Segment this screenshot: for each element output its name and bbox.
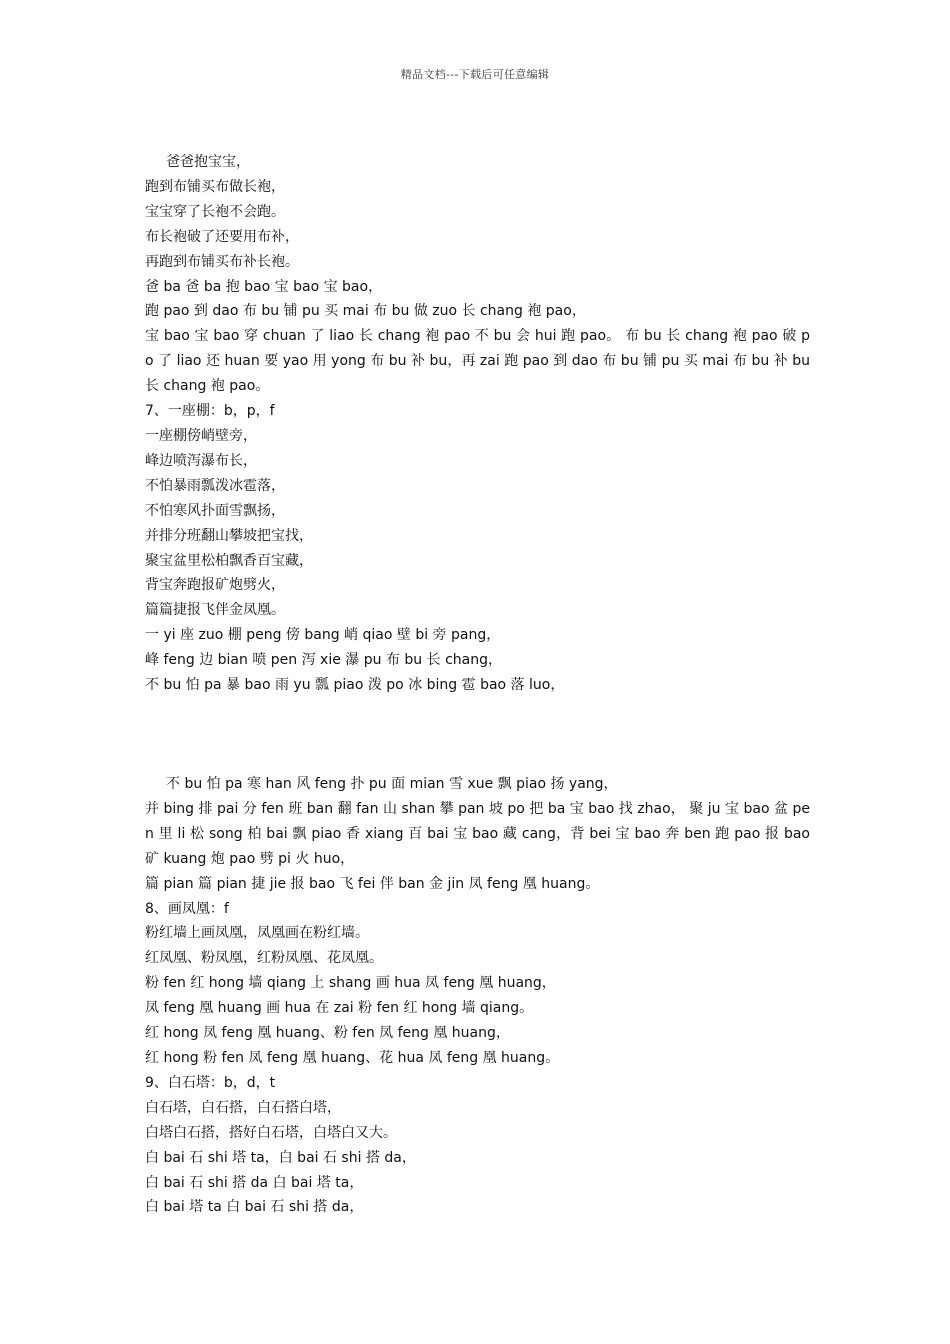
text-line: 并排分班翻山攀坡把宝找， [145,527,313,544]
text-line: 不怕寒风扑面雪飘扬， [145,502,285,519]
text-line: 篇 pian 篇 pian 捷 jie 报 bao 飞 fei 伴 ban 金 jin 凤 feng 凰 huang。 [145,875,600,892]
section-heading: 7、一座棚：b，p，f [145,403,275,420]
text-line: 粉 fen 红 hong 墙 qiang 上 shang 画 hua 凤 feng 凰 huang， [145,975,556,992]
text-line: 跑到布铺买布做长袍， [145,178,285,195]
text-line: 红 hong 凤 feng 凰 huang、粉 fen 凤 feng 凰 huang， [145,1025,510,1042]
text-line: 白石塔，白石搭，白石搭白塔， [145,1099,341,1116]
text-line: 白 bai 石 shi 搭 da 白 bai 塔 ta， [145,1174,364,1191]
page-header: 精品文档---下载后可任意编辑 [400,68,550,81]
text-line: 一座棚傍峭壁旁， [145,427,257,444]
text-line: 白 bai 石 shi 塔 ta，白 bai 石 shi 搭 da， [145,1149,416,1166]
text-line: 粉红墙上画凤凰，凤凰画在粉红墙。 [145,925,369,942]
text-paragraph: 并 bing 排 pai 分 fen 班 ban 翻 fan 山 shan 攀 pan 坡 po 把 ba 宝 bao 找 zhao， 聚 ju 宝 bao 盆 pen 里 li 松 song 柏 bai 飘 piao 香 xiang 百 bai 宝 bao 藏 cang，背 bei 宝 bao 奔 ben 跑 pao 报 bao 矿 kuang 炮 pao 劈 pi 火 huo， [145,800,810,867]
text-line: 跑 pao 到 dao 布 bu 铺 pu 买 mai 布 bu 做 zuo 长 chang 袍 pao， [145,303,586,320]
text-line: 不怕暴雨瓢泼冰雹落， [145,477,285,494]
text-line: 再跑到布铺买布补长袍。 [145,253,299,270]
section-heading: 8、画凤凰：f [145,900,229,917]
text-paragraph: 宝 bao 宝 bao 穿 chuan 了 liao 长 chang 袍 pao 不 bu 会 hui 跑 pao。 布 bu 长 chang 袍 pao 破 po 了 liao 还 huan 要 yao 用 yong 布 bu 补 bu，再 zai 跑 pao 到 dao 布 bu 铺 pu 买 mai 布 bu 补 bu 长 chang 袍 pao。 [145,328,810,395]
text-line: 篇篇捷报飞伴金凤凰。 [145,602,285,619]
text-line: 宝宝穿了长袍不会跑。 [145,203,285,220]
text-line: 红凤凰、粉凤凰，红粉凤凰、花凤凰。 [145,950,383,967]
text-line: 一 yi 座 zuo 棚 peng 傍 bang 峭 qiao 壁 bi 旁 pang， [145,627,501,644]
text-line: 白 bai 塔 ta 白 bai 石 shi 搭 da， [145,1199,364,1216]
text-line: 峰 feng 边 bian 喷 pen 泻 xie 瀑 pu 布 bu 长 chang， [145,652,502,669]
section-heading: 9、白石塔：b，d，t [145,1074,276,1091]
text-line: 爸 ba 爸 ba 抱 bao 宝 bao 宝 bao， [145,278,383,295]
text-line: 白塔白石搭，搭好白石塔，白塔白又大。 [145,1124,397,1141]
text-line: 不 bu 怕 pa 暴 bao 雨 yu 瓢 piao 泼 po 冰 bing 雹 bao 落 luo， [145,677,565,694]
text-line: 背宝奔跑报矿炮劈火， [145,577,285,594]
text-line: 峰边喷泻瀑布长， [145,452,257,469]
text-line: 红 hong 粉 fen 凤 feng 凰 huang、花 hua 凤 feng 凰 huang。 [145,1049,560,1066]
text-line: 不 bu 怕 pa 寒 han 风 feng 扑 pu 面 mian 雪 xue 飘 piao 扬 yang， [166,776,618,792]
document-section-1 [145,150,810,698]
text-line: 凤 feng 凰 huang 画 hua 在 zai 粉 fen 红 hong 墙 qiang。 [145,1000,534,1017]
text-line: 布长袍破了还要用布补， [145,228,299,245]
text-line: 爸爸抱宝宝， [166,154,250,170]
text-line: 聚宝盆里松柏飘香百宝藏， [145,552,313,569]
document-section-2 [145,772,810,1220]
